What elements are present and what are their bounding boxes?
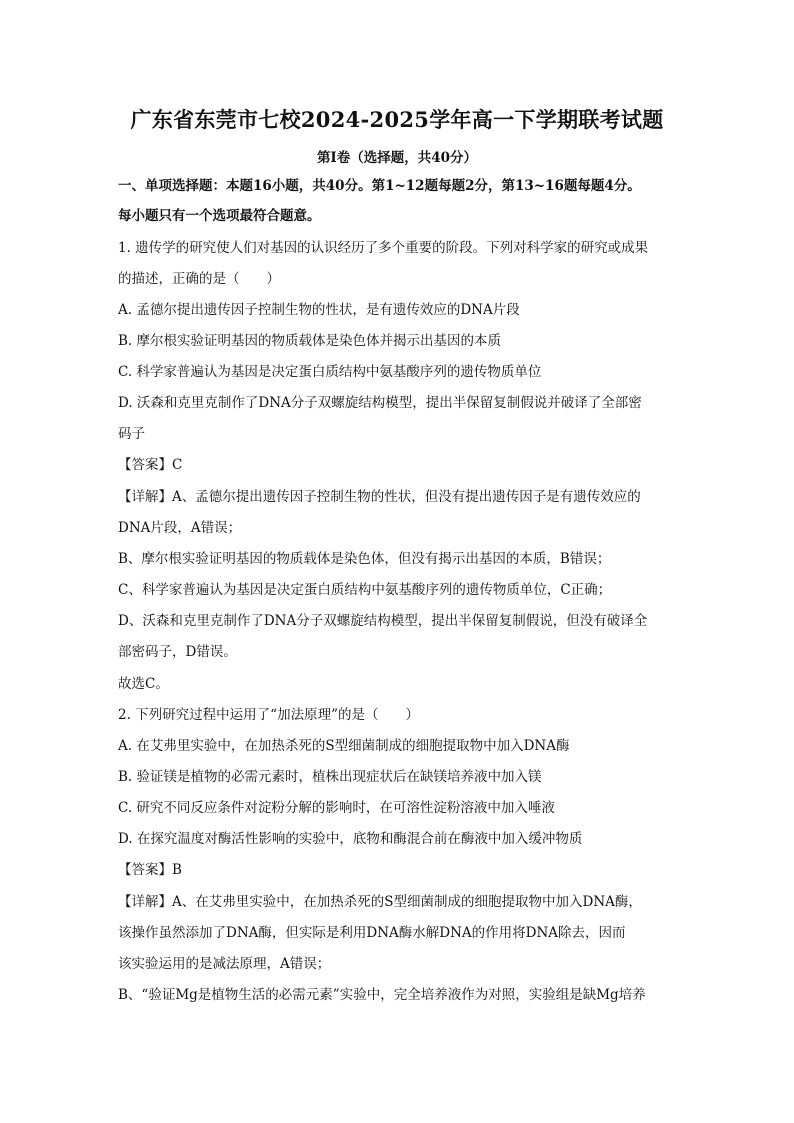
q1-option-a: A. 孟德尔提出遗传因子控制生物的性状，是有遗传效应的DNA片段 [118,302,520,318]
q1-stem-line-2: 的描述，正确的是（ ） [118,271,280,287]
q2-option-b: B. 验证镁是植物的必需元素时，植株出现症状后在缺镁培养液中加入镁 [118,769,542,785]
q1-explain-line-5: D、沃森和克里克制作了DNA分子双螺旋结构模型，提出半保留复制假说，但没有破译全 [118,613,648,629]
q2-stem: 2. 下列研究过程中运用了“加法原理”的是（ ） [118,707,419,723]
q1-conclusion: 故选C。 [118,676,169,692]
q1-explain-line-3: B、摩尔根实验证明基因的物质载体是染色体，但没有揭示出基因的本质，B错误； [118,551,611,567]
q1-option-d-line-2: 码子 [118,426,145,442]
q2-explain-line-4: B、“验证Mg是植物生活的必需元素”实验中，完全培养液作为对照，实验组是缺Mg培养 [118,987,646,1003]
q1-option-b: B. 摩尔根实验证明基因的物质载体是染色体并揭示出基因的本质 [118,333,502,349]
q2-option-d: D. 在探究温度对酶活性影响的实验中，底物和酶混合前在酶液中加入缓冲物质 [118,831,583,847]
q1-option-c: C. 科学家普遍认为基因是决定蛋白质结构中氨基酸序列的遗传物质单位 [118,364,542,380]
q2-option-a: A. 在艾弗里实验中，在加热杀死的S型细菌制成的细胞提取物中加入DNA酶 [118,738,570,754]
q1-explain-line-1: 【详解】A、孟德尔提出遗传因子控制生物的性状，但没有提出遗传因子是有遗传效应的 [118,489,641,505]
part-subtitle: 第I卷（选择题，共40分） [316,150,478,166]
q1-stem-line-1: 1. 遗传学的研究使人们对基因的认识经历了多个重要的阶段。下列对科学家的研究或成果 [118,240,649,256]
q2-answer: 【答案】B [118,862,182,878]
q1-explain-line-6: 部密码子，D错误。 [118,644,237,660]
section-header-line-2: 每小题只有一个选项最符合题意。 [118,208,321,224]
q1-explain-line-2: DNA片段，A错误； [118,520,242,536]
q2-explain-line-1: 【详解】A、在艾弗里实验中，在加热杀死的S型细菌制成的细胞提取物中加入DNA酶， [118,894,642,910]
q1-explain-line-4: C、科学家普遍认为基因是决定蛋白质结构中氨基酸序列的遗传物质单位，C正确； [118,582,612,598]
section-header-line-1: 一、单项选择题：本题16小题，共40分。第1~12题每题2分，第13~16题每题4分。 [118,178,641,194]
q1-answer: 【答案】C [118,457,183,473]
q2-explain-line-2: 该操作虽然添加了DNA酶，但实际是利用DNA酶水解DNA的作用将DNA除去，因而 [118,925,626,941]
document-title: 广东省东莞市七校2024-2025学年高一下学期联考试题 [130,107,664,132]
q2-explain-line-3: 该实验运用的是减法原理，A错误； [118,956,331,972]
q2-option-c: C. 研究不同反应条件对淀粉分解的影响时，在可溶性淀粉溶液中加入唾液 [118,800,555,816]
q1-option-d-line-1: D. 沃森和克里克制作了DNA分子双螺旋结构模型，提出半保留复制假说并破译了全部密 [118,395,642,411]
